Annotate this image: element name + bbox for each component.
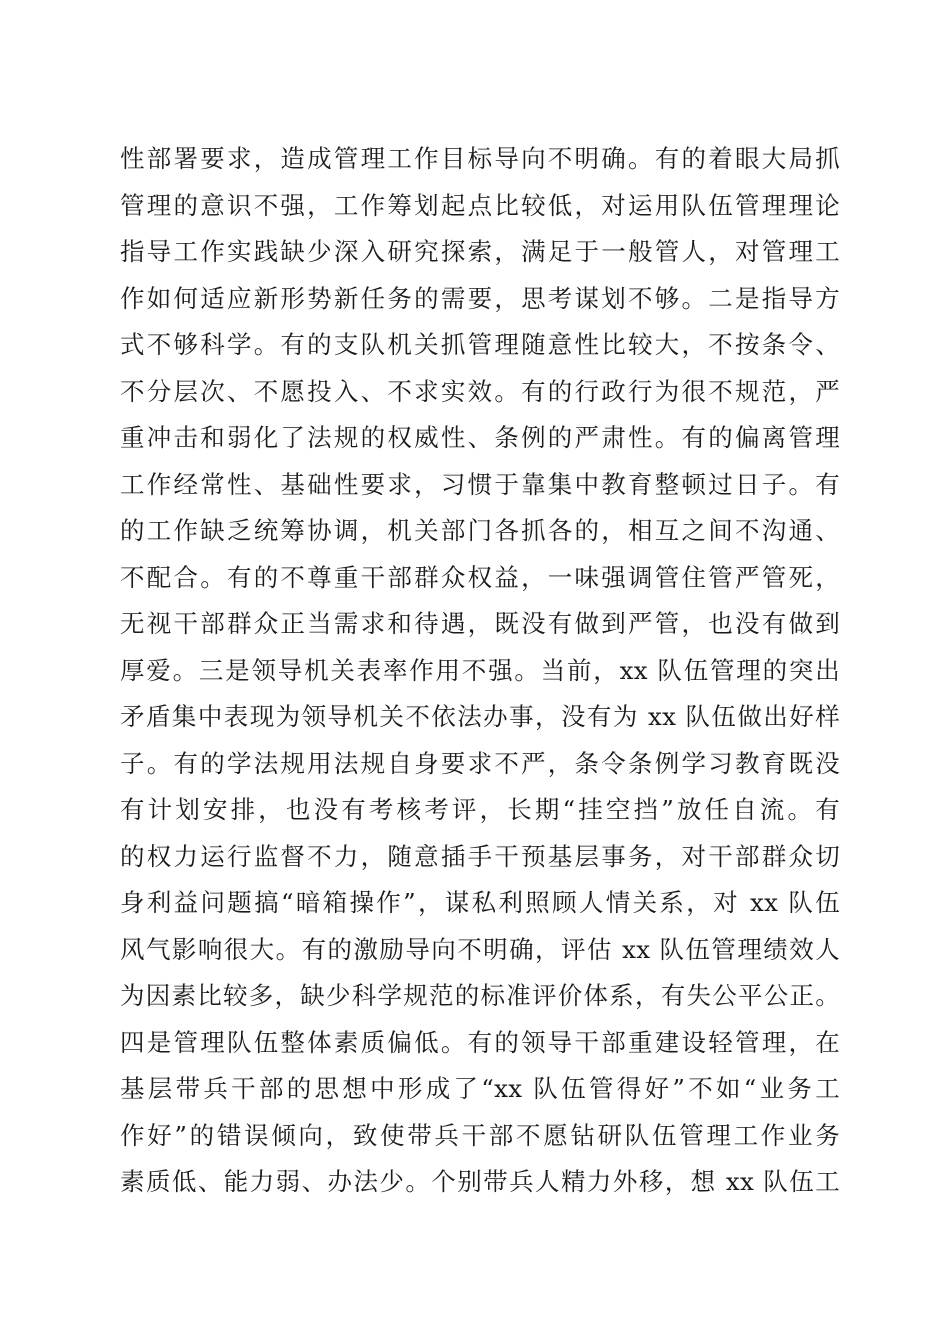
text-line: 作如何适应新形势新任务的需要，思考谋划不够。二是指导方: [120, 283, 840, 313]
text-line: 风气影响很大。有的激励导向不明确，评估 xx 队伍管理绩效人: [120, 934, 840, 964]
text-line: 重冲击和弱化了法规的权威性、条例的严肃性。有的偏离管理: [120, 423, 840, 452]
text-line: 基层带兵干部的思想中形成了“xx 队伍管得好”不如“业务工: [120, 1074, 840, 1103]
text-line: 不分层次、不愿投入、不求实效。有的行政行为很不规范，严: [120, 376, 840, 406]
text-line: 的工作缺乏统筹协调，机关部门各抓各的，相互之间不沟通、: [120, 516, 840, 545]
text-line: 子。有的学法规用法规自身要求不严，条令条例学习教育既没: [120, 748, 840, 778]
text-line: 工作经常性、基础性要求，习惯于靠集中教育整顿过日子。有: [120, 469, 840, 499]
text-line: 无视干部群众正当需求和待遇，既没有做到严管，也没有做到: [120, 609, 840, 638]
text-line: 指导工作实践缺少深入研究探索，满足于一般管人，对管理工: [120, 237, 840, 266]
text-line: 作好”的错误倾向，致使带兵干部不愿钻研队伍管理工作业务: [120, 1120, 840, 1150]
text-line: 性部署要求，造成管理工作目标导向不明确。有的着眼大局抓: [120, 144, 840, 173]
text-line: 为因素比较多，缺少科学规范的标准评价体系，有失公平公正。: [120, 981, 840, 1010]
text-line: 的权力运行监督不力，随意插手干预基层事务，对干部群众切: [120, 841, 840, 871]
text-line: 式不够科学。有的支队机关抓管理随意性比较大，不按条令、: [120, 330, 840, 359]
text-line: 有计划安排，也没有考核考评，长期“挂空挡”放任自流。有: [120, 795, 840, 824]
text-line: 不配合。有的不尊重干部群众权益，一味强调管住管严管死，: [120, 562, 840, 592]
text-line: 矛盾集中表现为领导机关不依法办事，没有为 xx 队伍做出好样: [120, 702, 840, 731]
text-line: 身利益问题搞“暗箱操作”，谋私利照顾人情关系，对 xx 队伍: [120, 888, 840, 917]
body-paragraph: [120, 136, 840, 1206]
text-line: 四是管理队伍整体素质偏低。有的领导干部重建设轻管理，在: [120, 1027, 840, 1057]
text-line: 素质低、能力弱、办法少。个别带兵人精力外移，想 xx 队伍工: [120, 1167, 840, 1196]
text-line: 管理的意识不强，工作筹划起点比较低，对运用队伍管理理论: [120, 190, 840, 220]
text-line: 厚爱。三是领导机关表率作用不强。当前，xx 队伍管理的突出: [120, 655, 840, 685]
